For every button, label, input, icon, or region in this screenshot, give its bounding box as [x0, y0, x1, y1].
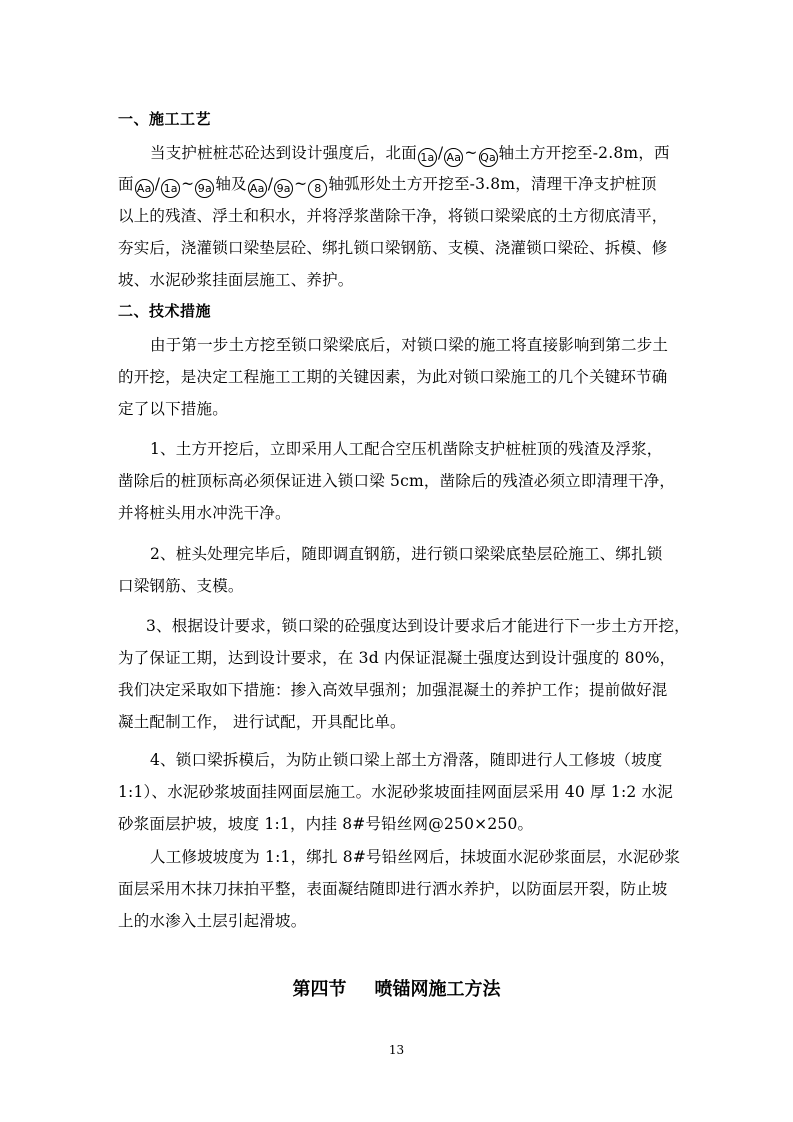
text-span: / [267, 175, 274, 193]
axis-marker: Qa [479, 148, 498, 167]
paragraph-line [118, 172, 678, 198]
paragraph-line: 4、锁口梁拆模后，为防止锁口梁上部土方滑落，随即进行人工修坡（坡度 [150, 751, 663, 769]
paragraph-line: 3、根据设计要求，锁口梁的砼强度达到设计要求后才能进行下一步土方开挖， [146, 617, 690, 635]
section-number: 第四节 [292, 979, 347, 1000]
axis-marker: 1a [418, 148, 437, 167]
axis-marker: 1a [161, 179, 180, 198]
page-number: 13 [388, 1043, 405, 1057]
text-span: / [154, 175, 161, 193]
paragraph-line: 凿除后的桩顶标高必须保证进入锁口梁 5cm，凿除后的残渣必须立即清理干净， [118, 472, 676, 490]
axis-marker: Aa [248, 179, 267, 198]
text-span: 轴弧形处土方开挖至-3.8m，清理干净支护桩顶 [328, 175, 657, 193]
axis-marker: 9a [274, 179, 293, 198]
text-span: 当支护桩桩芯砼达到设计强度后，北面 [150, 144, 417, 162]
paragraph-line: 2、桩头处理完毕后，随即调直钢筋，进行锁口梁梁底垫层砼施工、绑扎锁 [150, 545, 663, 563]
text-span: ~ [294, 175, 308, 193]
heading-construction-process: 一、施工工艺 [118, 110, 212, 128]
section-name: 喷锚网施工方法 [374, 979, 501, 1000]
paragraph-line: 1:1）、水泥砂浆坡面挂网面层施工。水泥砂浆坡面挂网面层采用 40 厚 1:2 水泥 [118, 783, 673, 801]
paragraph-line: 以上的残渣、浮土和积水，并将浮浆凿除干净，将锁口梁梁底的土方彻底清平， [118, 207, 668, 225]
text-span: / [437, 144, 444, 162]
text-span: ~ [464, 144, 478, 162]
paragraph-line: 人工修坡坡度为 1:1，绑扎 8#号铅丝网后，抹坡面水泥砂浆面层，水泥砂浆 [150, 848, 681, 866]
text-span: ~ [181, 175, 195, 193]
axis-marker: 9a [195, 179, 214, 198]
axis-marker: 8 [308, 179, 327, 198]
heading-technical-measures: 二、技术措施 [118, 302, 212, 320]
axis-marker: Aa [135, 179, 154, 198]
paragraph-line: 为了保证工期，达到设计要求，在 3d 内保证混凝土强度达到设计强度的 80%， [118, 649, 676, 667]
paragraph-line: 上的水渗入土层引起滑坡。 [118, 912, 307, 930]
paragraph-line: 坡、水泥砂浆挂面层施工、养护。 [118, 271, 354, 289]
text-span: 轴土方开挖至-2.8m，西 [498, 144, 670, 162]
paragraph-line: 并将桩头用水冲洗干净。 [118, 504, 291, 522]
paragraph-line: 砂浆面层护坡，坡度 1:1，内挂 8#号铅丝网@250×250。 [118, 815, 534, 833]
axis-marker: Aa [444, 148, 463, 167]
paragraph-line [150, 141, 710, 167]
paragraph-line: 由于第一步土方挖至锁口梁梁底后，对锁口梁的施工将直接影响到第二步土 [150, 336, 669, 354]
text-span: 面 [118, 175, 134, 193]
paragraph-line: 1、土方开挖后，立即采用人工配合空压机凿除支护桩桩顶的残渣及浮浆， [150, 440, 663, 458]
paragraph-line: 口梁钢筋、支模。 [118, 577, 244, 595]
text-span: 轴及 [215, 175, 247, 193]
paragraph-line: 面层采用木抹刀抹拍平整，表面凝结随即进行洒水养护，以防面层开裂，防止坡 [118, 880, 668, 898]
paragraph-line: 我们决定采取如下措施：掺入高效早强剂；加强混凝土的养护工作；提前做好混 [118, 681, 668, 699]
section-title [0, 975, 793, 1001]
paragraph-line: 的开挖，是决定工程施工工期的关键因素，为此对锁口梁施工的几个关键环节确 [118, 368, 668, 386]
paragraph-line: 凝土配制工作， 进行试配，开具配比单。 [118, 713, 406, 731]
paragraph-line: 夯实后，浇灌锁口梁垫层砼、绑扎锁口梁钢筋、支模、浇灌锁口梁砼、拆模、修 [118, 239, 668, 257]
paragraph-line: 定了以下措施。 [118, 400, 228, 418]
